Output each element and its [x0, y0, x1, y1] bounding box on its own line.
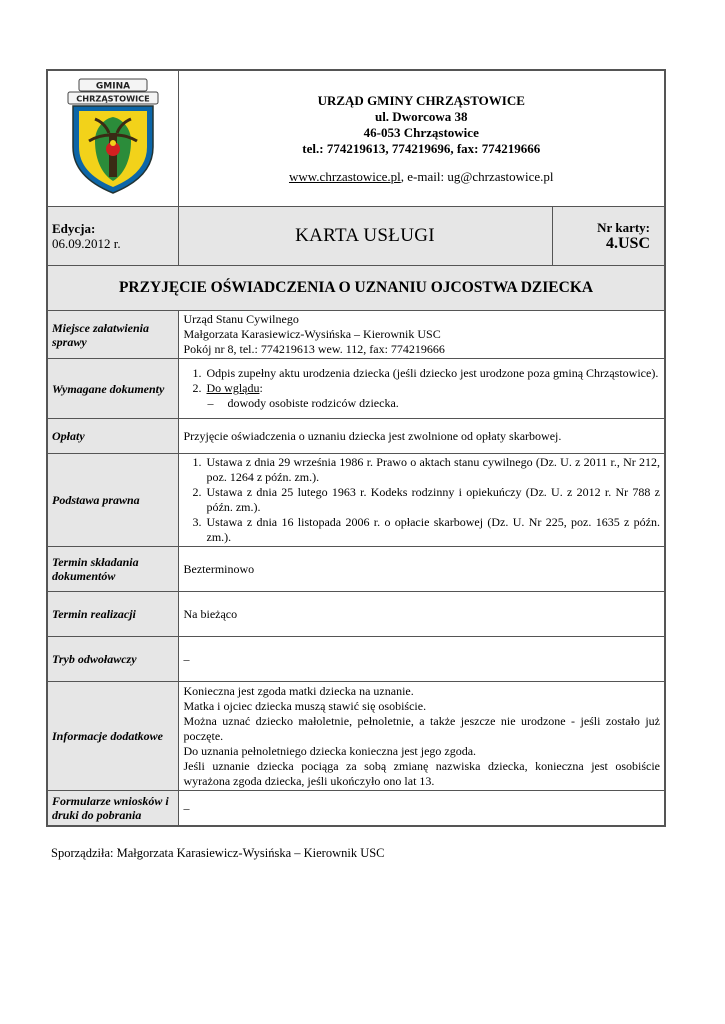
- logo-text-gmina: GMINA: [95, 81, 130, 92]
- document-item: 1. Odpis zupełny aktu urodzenia dziecka (jeśli dziecko jest urodzone poza gminą Chrząstowice).: [205, 366, 661, 381]
- additional-info-label: Informacje dodatkowe: [47, 682, 178, 791]
- office-street: ul. Dworcowa 38: [374, 108, 468, 124]
- office-name: URZĄD GMINY CHRZĄSTOWICE: [317, 92, 525, 108]
- edition-cell: [47, 207, 178, 266]
- place-line: Pokój nr 8, tel.: 774219613 wew. 112, fax: 774219666: [183, 342, 445, 356]
- info-line: Do uznania pełnoletniego dziecka konieczna jest jego zgoda.: [183, 743, 477, 758]
- submit-deadline-value: Bezterminowo: [178, 547, 665, 592]
- prepared-by-footer: Sporządziła: Małgorzata Karasiewicz-Wysińska – Kierownik USC: [51, 846, 385, 860]
- legal-item: 1. Ustawa z dnia 29 września 1986 r. Prawo o aktach stanu cywilnego (Dz. U. z 2011 r., Nr 212, poz. 1264 z późn. zm.).: [205, 455, 661, 485]
- edition-date: 06.09.2012 r.: [52, 236, 121, 251]
- service-card: [46, 69, 664, 827]
- edition-label: Edycja:: [52, 221, 96, 236]
- card-number-cell: [552, 207, 665, 266]
- place-line: Urząd Stanu Cywilnego: [183, 312, 299, 326]
- forms-label: Formularze wniosków i druki do pobrania: [47, 791, 178, 827]
- realization-deadline-label: Termin realizacji: [47, 592, 178, 637]
- fees-value: Przyjęcie oświadczenia o uznaniu dziecka jest zwolnione od opłaty skarbowej.: [178, 419, 665, 454]
- office-postal: 46-053 Chrząstowice: [363, 124, 479, 140]
- coat-of-arms-logo: [65, 77, 161, 195]
- document-item: 2. Do wglądu:: [205, 381, 661, 396]
- info-line: Jeśli uznanie dziecka pociąga za sobą zmianę nazwiska dziecka, konieczna jest osobiście wyrażona zgoda dziecka, jeśli ukończyło ono lat 13.: [183, 758, 661, 788]
- legal-item: 2. Ustawa z dnia 25 lutego 1963 r. Kodeks rodzinny i opiekuńczy (Dz. U. z 2012 r. Nr 788 z późn. zm.).: [205, 485, 661, 515]
- card-number-value: 4.USC: [606, 235, 651, 252]
- card-title: KARTA USŁUGI: [178, 207, 552, 266]
- logo-cell: [47, 70, 178, 207]
- documents-label: Wymagane dokumenty: [47, 359, 178, 419]
- place-line: Małgorzata Karasiewicz-Wysińska – Kierownik USC: [183, 327, 441, 341]
- additional-info-value: [178, 682, 665, 791]
- office-phones: tel.: 774219613, 774219696, fax: 774219666: [302, 140, 541, 156]
- info-line: Konieczna jest zgoda matki dziecka na uznanie.: [183, 683, 414, 698]
- office-contact-line: [179, 169, 665, 185]
- submit-deadline-label: Termin składania dokumentów: [47, 547, 178, 592]
- place-value: [178, 311, 665, 359]
- card-number-label: Nr karty:: [597, 220, 651, 235]
- email-text: , e-mail: ug@chrzastowice.pl: [400, 168, 554, 184]
- appeal-value: –: [178, 637, 665, 682]
- legal-item: 3. Ustawa z dnia 16 listopada 2006 r. o opłacie skarbowej (Dz. U. Nr 225, poz. 1635 z późn. zm.).: [205, 515, 661, 545]
- legal-value: [178, 454, 665, 547]
- document-sub-item: – dowody osobiste rodziców dziecka.: [207, 396, 399, 410]
- place-label: Miejsce załatwienia sprawy: [47, 311, 178, 359]
- appeal-label: Tryb odwoławczy: [47, 637, 178, 682]
- forms-value: –: [178, 791, 665, 827]
- info-line: Matka i ojciec dziecka muszą stawić się osobiście.: [183, 698, 427, 713]
- logo-text-name: CHRZĄSTOWICE: [75, 93, 150, 104]
- realization-deadline-value: Na bieżąco: [178, 592, 665, 637]
- documents-value: [178, 359, 665, 419]
- legal-label: Podstawa prawna: [47, 454, 178, 547]
- info-line: Można uznać dziecko małoletnie, pełnoletnie, a także jeszcze nie urodzone - jeśli zostało już poczęte.: [183, 713, 661, 743]
- website-link[interactable]: www.chrzastowice.pl: [288, 168, 401, 184]
- office-header: [178, 70, 665, 207]
- fees-label: Opłaty: [47, 419, 178, 454]
- service-card-table: [46, 69, 666, 827]
- service-title: PRZYJĘCIE OŚWIADCZENIA O UZNANIU OJCOSTWA DZIECKA: [47, 266, 665, 311]
